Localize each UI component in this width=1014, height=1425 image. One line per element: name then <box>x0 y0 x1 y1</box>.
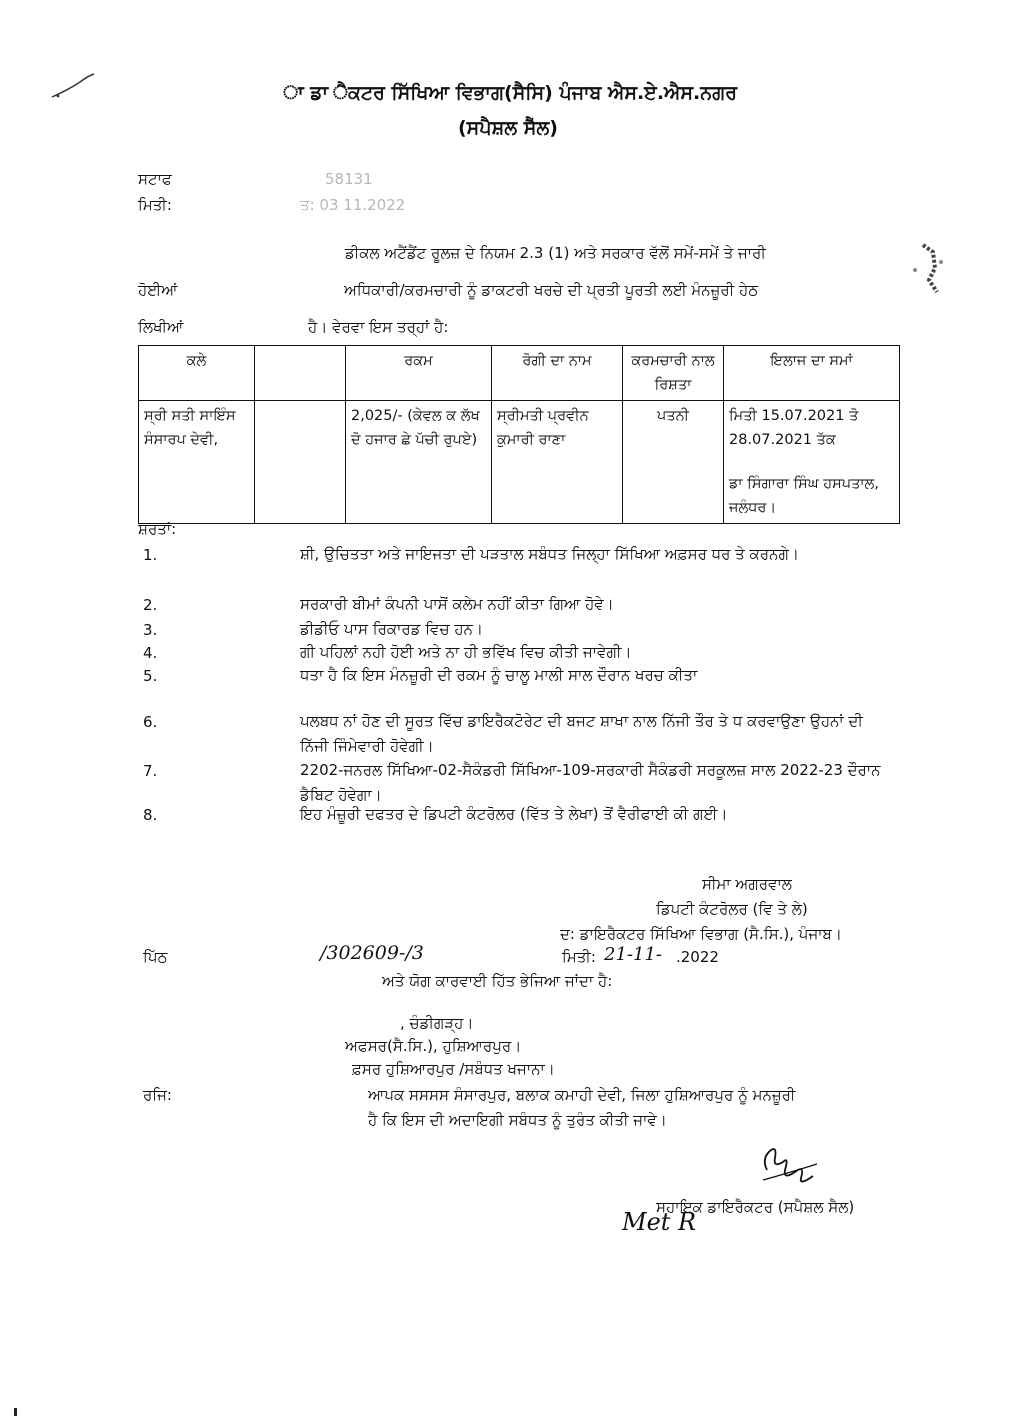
header-treatment-period: ਇਲਾਜ ਦਾ ਸਮਾਂ <box>724 346 900 401</box>
endorsement-label: ਪਿੱਠ <box>143 948 168 966</box>
recipient-item: ਫ਼ਸਰ ਹੁਸ਼ਿਆਰਪੁਰ /ਸਬੰਧਤ ਖਜਾਨਾ। <box>352 1060 555 1078</box>
recipient-item: ਅਫਸਰ(ਸੈ.ਸਿ.), ਹੁਸ਼ਿਆਰਪੁਰ। <box>345 1037 522 1055</box>
cell-period <box>724 401 900 524</box>
cell-designation <box>255 401 346 524</box>
registered-text-2: ਹੈ ਕਿ ਇਸ ਦੀ ਅਦਾਇਗੀ ਸਬੰਧਤ ਨੂੰ ਤੁਰੰਤ ਕੀਤੀ ਜਾਵੇ। <box>368 1111 667 1129</box>
scan-smudge-icon <box>905 240 950 300</box>
condition-number: 2. <box>143 596 158 614</box>
signatory-office: ਦ: ਡਾਇਰੈਕਟਰ ਸਿੱਖਿਆ ਵਿਭਾਗ (ਸੈ.ਸਿ.), ਪੰਜਾਬ। <box>560 925 843 943</box>
hospital-name: ਡਾ ਸਿੰਗਾਰਾ ਸਿੰਘ ਹਸਪਤਾਲ, ਜਲੰਧਰ। <box>729 476 879 516</box>
header-patient-name: ਰੋਗੀ ਦਾ ਨਾਮ <box>492 346 623 401</box>
condition-text: ਪਲਬਧ ਨਾਂ ਹੋਣ ਦੀ ਸੂਰਤ ਵਿੱਚ ਡਾਇਰੈਕਟੋਰੇਟ ਦੀ ਬਜਟ ਸ਼ਾਖਾ ਨਾਲ ਨਿੱਜੀ ਤੌਰ ਤੇ ਧ ਕਰਵਾਉਣਾ ਉਹਨਾਂ ਦੀ ਨਿੱਜੀ ਜਿੰਮੇਵਾਰੀ ਹੋਵੇਗੀ। <box>300 712 863 755</box>
signatory-name: ਸੀਮਾ ਅਗਰਵਾਲ <box>702 875 792 893</box>
signatory-designation: ਡਿਪਟੀ ਕੰਟਰੋਲਰ (ਵਿ ਤੇ ਲੇ) <box>656 900 808 918</box>
condition-number: 4. <box>143 644 158 662</box>
registered-text-1: ਆਪਕ ਸਸਸਸ ਸੰਸਾਰਪੁਰ, ਬਲਾਕ ਕਮਾਹੀ ਦੇਵੀ, ਜਿਲਾ ਹੁਸ਼ਿਆਰਪੁਰ ਨੂੰ ਮਨਜ਼ੂਰੀ <box>368 1086 796 1104</box>
claim-table <box>138 345 900 524</box>
intro-line-3-start: ਲਿਖੀਆਂ <box>138 318 184 336</box>
intro-line-3: ਹੈ। ਵੇਰਵਾ ਇਸ ਤਰ੍ਹਾਂ ਹੈ: <box>308 318 449 336</box>
condition-number: 5. <box>143 667 158 685</box>
condition-number: 8. <box>143 806 158 824</box>
header-claimant: ਕਲੇ <box>139 346 255 401</box>
condition-number: 1. <box>143 546 158 564</box>
initials-handwritten: Met R <box>622 1208 697 1236</box>
condition-text: ਇਹ ਮੰਜ਼ੂਰੀ ਦਫਤਰ ਦੇ ਡਿਪਟੀ ਕੰਟਰੋਲਰ (ਵਿੱਤ ਤੇ ਲੇਖਾ) ਤੋਂ ਵੈਰੀਫਾਈ ਕੀ ਗਈ। <box>300 805 728 823</box>
condition-number: 7. <box>143 762 158 780</box>
condition-text: ਗੀ ਪਹਿਲਾਂ ਨਹੀ ਹੋਈ ਅਤੇ ਨਾ ਹੀ ਭਵਿੱਖ ਵਿਚ ਕੀਤੀ ਜਾਵੇਗੀ। <box>300 643 632 661</box>
signature-icon <box>755 1140 830 1190</box>
condition-text: ਸਰਕਾਰੀ ਬੀਮਾਂ ਕੰਪਨੀ ਪਾਸੋਂ ਕਲੇਮ ਨਹੀਂ ਕੀਤਾ ਗਿਆ ਹੋਵੇ। <box>300 595 614 613</box>
scan-edge-mark <box>14 1408 17 1416</box>
condition-text: 2202-ਜਨਰਲ ਸਿੱਖਿਆ-02-ਸੈਕੰਡਰੀ ਸਿੱਖਿਆ-109-ਸਰਕਾਰੀ ਸੈਕੰਡਰੀ ਸਰਕੂਲਜ਼ ਸਾਲ 2022-23 ਦੌਰਾਨ ਡੈਬਿਟ ਹੋਵੇਗਾ। <box>300 761 881 804</box>
endorsement-date-label: ਮਿਤੀ: <box>562 948 596 966</box>
department-subtitle: (ਸਪੈਸ਼ਲ ਸੈੱਲ) <box>458 117 558 139</box>
condition-number: 6. <box>143 713 158 731</box>
condition-text: ਸ਼ੀ, ਉਚਿਤਤਾ ਅਤੇ ਜਾਇਜਤਾ ਦੀ ਪੜਤਾਲ ਸਬੰਧਤ ਜਿਲ੍ਹਾ ਸਿੱਖਿਆ ਅਫ਼ਸਰ ਧਰ ਤੇ ਕਰਨਗੇ। <box>300 545 799 563</box>
table-header-row <box>139 346 900 401</box>
table-row <box>139 401 900 524</box>
period-dates: ਮਿਤੀ 15.07.2021 ਤੋ 28.07.2021 ਤੱਕ <box>729 408 859 448</box>
intro-line-2-start: ਹੋਈਆਂ <box>138 281 178 299</box>
scan-mark-icon <box>50 72 100 102</box>
conditions-label: ਸ਼ਰਤਾਂ: <box>138 520 177 538</box>
condition-text: ਡੀਡੀਓ ਪਾਸ ਰਿਕਾਰਡ ਵਿਚ ਹਨ। <box>300 620 484 638</box>
recipient-item: , ਚੰਡੀਗੜ੍ਹ। <box>400 1014 474 1032</box>
department-title: ਾ ਡਾ ੈਕਟਰ ਸਿੱਖਿਆ ਵਿਭਾਗ(ਸੈਸਿ) ਪੰਜਾਬ ਐਸ.ਏ.ਐਸ.ਨਗਰ <box>283 82 738 104</box>
endorsement-year: .2022 <box>676 948 719 966</box>
endorsement-line: ਅਤੇ ਯੋਗ ਕਾਰਵਾਈ ਹਿੱਤ ਭੇਜਿਆ ਜਾਂਦਾ ਹੈ: <box>382 972 613 990</box>
assistant-director-designation: ਸਹਾਇਕ ਡਾਇਰੈਕਟਰ (ਸਪੈਸ਼ਲ ਸੈਲ) <box>656 1198 855 1216</box>
cell-claimant <box>139 401 255 524</box>
header-designation <box>255 346 346 401</box>
date-label: ਮਿਤੀ: <box>138 196 172 214</box>
condition-number: 3. <box>143 621 158 639</box>
staff-label: ਸਟਾਫ <box>138 170 172 188</box>
cell-relation: ਪਤਨੀ <box>623 401 724 524</box>
condition-text: ਧਤਾ ਹੈ ਕਿ ਇਸ ਮੰਨਜ਼ੂਰੀ ਦੀ ਰਕਮ ਨੂੰ ਚਾਲੂ ਮਾਲੀ ਸਾਲ ਦੌਰਾਨ ਖਰਚ ਕੀਤਾ <box>300 666 698 684</box>
header-amount: ਰਕਮ <box>346 346 492 401</box>
cell-amount: 2,025/- (ਕੇਵਲ ਕ ਲੱਖ ਦੋ ਹਜਾਰ ਛੇ ਪੱਚੀ ਰੁਪਏ) <box>346 401 492 524</box>
staff-number: 58131 <box>325 170 373 188</box>
endorsement-number: /302609-/3 <box>320 942 424 964</box>
endorsement-date: 21-11- <box>604 944 662 965</box>
intro-line-1: ਡੀਕਲ ਅਟੈਂਡੈਂਟ ਰੂਲਜ਼ ਦੇ ਨਿਯਮ 2.3 (1) ਅਤੇ ਸਰਕਾਰ ਵੱਲੋਂ ਸਮੇਂ-ਸਮੇਂ ਤੇ ਜਾਰੀ <box>345 244 766 262</box>
claimant-text: ਸ੍ਰੀ ਸਤੀ ਸਾਇੰਸ ਸੰਸਾਰਪ ਦੇਵੀ, <box>144 408 236 448</box>
intro-line-2: ਅਧਿਕਾਰੀ/ਕਰਮਚਾਰੀ ਨੂੰ ਡਾਕਟਰੀ ਖਰਚੇ ਦੀ ਪ੍ਰਤੀ ਪੂਰਤੀ ਲਈ ਮੰਨਜ਼ੂਰੀ ਹੇਠ <box>344 281 759 299</box>
registered-label: ਰਜਿ: <box>143 1086 172 1104</box>
header-relation: ਕਰਮਚਾਰੀ ਨਾਲ ਰਿਸ਼ਤਾ <box>623 346 724 401</box>
date-value: ਤ: 03 11.2022 <box>300 196 406 214</box>
cell-patient: ਸ੍ਰੀਮਤੀ ਪ੍ਰਵੀਨ ਕੁਮਾਰੀ ਰਾਣਾ <box>492 401 623 524</box>
